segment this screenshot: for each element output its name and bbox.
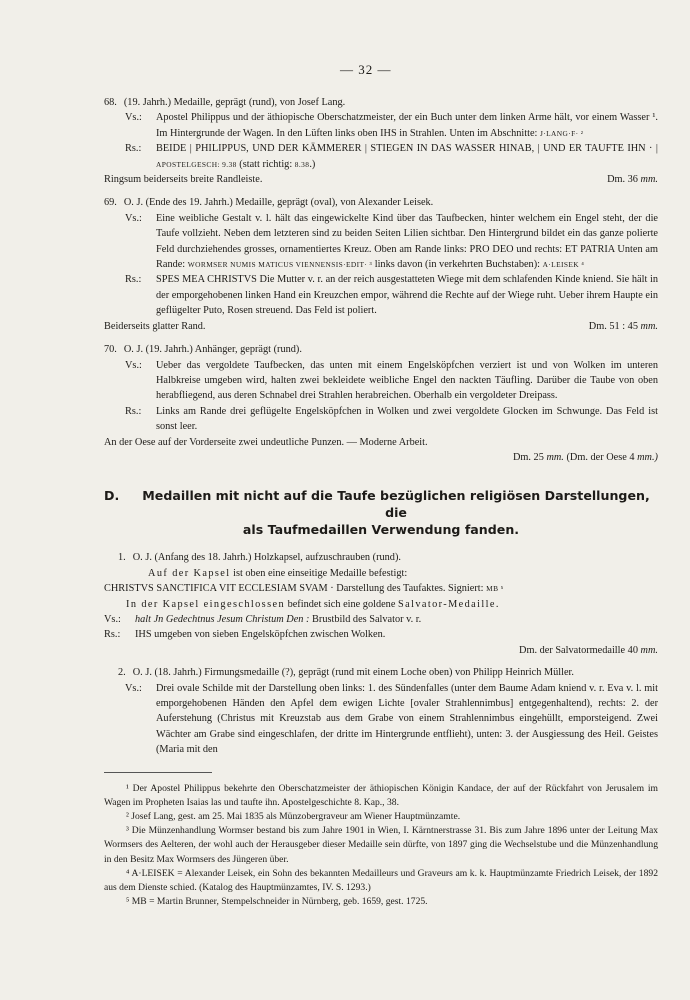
diameter: Dm. der Salvatormedaille 40 mm. xyxy=(519,644,658,656)
section-title-line-1: Medaillen mit nicht auf die Taufe bezüglichen religiösen Darstellungen, die xyxy=(142,488,650,521)
entry-title: (19. Jahrh.) Medaille, geprägt (rund), von Josef Lang. xyxy=(123,97,346,108)
footnote-4: ⁴ A·LEISEK = Alexander Leisek, ein Sohn des bekannten Medailleurs und Graveurs am k. k. Hauptmünzamte Friedrich Leisek, der 1892 aus dem Dienste schied. (Katalog des Hauptmünzamtes, IV. S. 1293.) xyxy=(104,867,658,894)
obverse-text: Ueber das vergoldete Taufbecken, das unten mit einem Engelsköpfchen verziert ist und von Wolken im unteren Halbkreise umgeben wird, halten zwei bekleidete weibliche Engel den nackten Täufling. Darüber die Taube von oben herabfliegend, aus deren Schnabel drei Strahlen herabreichen. Oberhalb ein vergoldeter Dreipass. xyxy=(156,359,658,402)
capsule-note: Auf der Kapsel ist oben eine einseitige Medaille befestigt: xyxy=(148,567,408,579)
reverse-label: Rs.: xyxy=(125,143,142,155)
entry-heading xyxy=(104,195,658,210)
footnote-5: ⁵ MB = Martin Brunner, Stempelschneider in Nürnberg, geb. 1659, gest. 1725. xyxy=(126,896,428,908)
footnotes xyxy=(104,782,658,910)
section-heading xyxy=(104,487,658,538)
obverse-text: Brustbild des Salvator v. r. xyxy=(312,613,422,625)
entry-number: 68. xyxy=(104,97,117,108)
reverse-description xyxy=(104,272,658,318)
obverse-description xyxy=(104,110,658,141)
entry-heading xyxy=(104,665,658,680)
inscription: WORMSER NUMIS MATICUS VIENNENSIS·EDIT· ³ xyxy=(187,260,373,270)
inscription: 8.38 xyxy=(294,159,310,169)
reverse-label: Rs.: xyxy=(125,405,142,417)
section-letter: D. xyxy=(104,488,120,504)
obverse-description xyxy=(104,612,658,627)
obverse-description xyxy=(104,211,658,273)
entry-number: 70. xyxy=(104,344,117,356)
obverse-description xyxy=(104,358,658,404)
reverse-text: SPES MEA CHRISTVS Die Mutter v. r. an der reich ausgestatteten Wiege mit dem schlafenden Kinde kniend. Sie hält in der emporgehobenen linken Hand ein Kreuzchen empor, während die Rechte auf der Wiege ruht. Ueber ihrem Haupte ein geflügelter Puto, Rosen streuend. Das Feld ist poliert. xyxy=(156,274,658,317)
reverse-description xyxy=(104,141,658,172)
entry-number: 2. xyxy=(118,667,126,679)
section-entry-1 xyxy=(104,550,658,658)
entry-heading xyxy=(104,550,658,565)
obverse-label: Vs.: xyxy=(125,359,142,371)
reverse-description xyxy=(104,627,658,642)
inscription: A·LEISEK ⁴ xyxy=(542,260,585,270)
obverse-label: Vs.: xyxy=(125,112,142,124)
footnote-3: ³ Die Münzenhandlung Wormser bestand bis zum Jahre 1901 in Wien, I. Kärntnerstrasse 31. Bis zum Jahre 1896 unter der Leitung Max Wormsers des Aelteren, der wohl auch der Herausgeber dieser Medaille sein dürfte, von 1897 ging die Wechselstube und die Münzenhandlung in den Besitz Max Wormsers des Jüngeren über. xyxy=(104,825,658,865)
obverse-label: Vs.: xyxy=(104,613,121,625)
footnote-2: ² Josef Lang, gest. am 25. Mai 1835 als Münzobergraveur am Wiener Hauptmünzamte. xyxy=(126,811,461,823)
entry-title: O. J. (Ende des 19. Jahrh.) Medaille, geprägt (oval), von Alexander Leisek. xyxy=(123,197,434,209)
rim-note: Beiderseits glatter Rand. xyxy=(104,320,206,332)
section-title-line-2: als Taufmedaillen Verwendung fanden. xyxy=(242,522,520,538)
obverse-inscription: halt Jn Gedechtnus Jesum Christum Den : xyxy=(135,613,310,625)
diameter: Dm. 51 : 45 mm. xyxy=(588,320,658,332)
reverse-label: Rs.: xyxy=(125,274,142,286)
obverse-note: links davon (in verkehrten Buchstaben): xyxy=(374,259,540,271)
obverse-text: Eine weibliche Gestalt v. l. hält das eingewickelte Kind über das Taufbecken, hinter welchem ein Engel steht, der die Taufe vollzieht. Neben dem letzteren sind zu beiden Seiten Lilien sichtbar. Den Hintergrund bildet ein das ganze polierte Feld durchziehendes grosses, ornamentiertes Kreuz. Oben am Rande links: PRO DEO und rechts: ET PATRIA Unten am Rande: xyxy=(156,212,658,271)
entry-title: O. J. (Anfang des 18. Jahrh.) Holzkapsel, aufzuschrauben (rund). xyxy=(132,552,401,564)
inscription: APOSTELGESCH: 9.38 xyxy=(156,159,237,169)
reverse-description xyxy=(104,404,658,435)
obverse-text: Apostel Philippus und der äthiopische Oberschatzmeister, der ein Buch unter dem linken Arme hält, vor einem Wasser ¹. Im Hintergrunde der Wagen. In den Lüften links oben IHS in Strahlen. Unten im Abschnitte: xyxy=(156,112,658,139)
reverse-note: (statt richtig: xyxy=(239,158,293,170)
reverse-text: Links am Rande drei geflügelte Engelsköpfchen in Wolken und zwei vergoldete Glocken im Schwunge. Das Feld ist sonst leer. xyxy=(156,405,658,433)
catalogue-entry-68 xyxy=(104,95,658,187)
capsule-inscription: CHRISTVS SANCTIFICA VIT ECCLESIAM SVAM · Darstellung des Taufaktes. Signiert: MB ⁵ xyxy=(104,583,504,595)
rim-note: An der Oese auf der Vorderseite zwei undeutliche Punzen. — Moderne Arbeit. xyxy=(104,436,428,448)
entry-heading xyxy=(104,342,658,357)
section-entry-2 xyxy=(104,665,658,757)
reverse-label: Rs.: xyxy=(104,629,121,641)
capsule-contents: In der Kapsel eingeschlossen befindet sich eine goldene Salvator-Medaille. xyxy=(126,598,500,610)
obverse-text: Drei ovale Schilde mit der Darstellung oben links: 1. des Sündenfalles (unter dem Baume Adam kniend v. r. Eva v. l. mit emporgehobenen Händen den Apfel dem ewigen Lichte [ovaler Strahlennimbus] entgegenhaltend), rechts: 2. der Auferstehung (Christus mit Kreuzstab aus dem Grabe von einem Strahlennimbus eingehüllt, emporsteigend. Zwei Wächter am Grabe sind eingeschlafen, der dritte im Hintergrunde entflieht), unten: 3. der Ausgiessung des Heil. Geistes (Maria mit den xyxy=(156,682,658,756)
page-number: — 32 — xyxy=(340,62,392,77)
reverse-text: BEIDE | PHILIPPUS, UND DER KÄMMERER | STIEGEN IN DAS WASSER HINAB, | UND ER TAUFTE IHN · | xyxy=(156,143,658,155)
footnote-divider xyxy=(104,772,212,773)
catalogue-body xyxy=(104,95,658,909)
rim-note: Ringsum beiderseits breite Randleiste. xyxy=(104,174,263,186)
entry-number: 69. xyxy=(104,197,117,209)
obverse-description xyxy=(104,681,658,758)
entry-number: 1. xyxy=(118,552,126,564)
obverse-label: Vs.: xyxy=(125,682,142,694)
reverse-text: IHS umgeben von sieben Engelsköpfchen zwischen Wolken. xyxy=(135,629,386,641)
inscription: J·LANG·F· ² xyxy=(540,128,584,138)
entry-title: O. J. (19. Jahrh.) Anhänger, geprägt (rund). xyxy=(123,344,302,356)
catalogue-entry-70 xyxy=(104,342,658,465)
catalogue-entry-69 xyxy=(104,195,658,334)
entry-title: O. J. (18. Jahrh.) Firmungsmedaille (?), geprägt (rund mit einem Loche oben) von Philipp Heinrich Müller. xyxy=(132,667,574,679)
diameter: Dm. 36 mm. xyxy=(607,174,658,186)
reverse-end: .) xyxy=(309,158,316,170)
entry-footer xyxy=(104,319,658,334)
entry-footer xyxy=(104,172,658,187)
diameter: Dm. 25 mm. (Dm. der Oese 4 mm.) xyxy=(512,451,658,463)
obverse-label: Vs.: xyxy=(125,212,142,224)
footnote-1: ¹ Der Apostel Philippus bekehrte den Oberschatzmeister der äthiopischen Königin Kandace, der auf der Rückfahrt von Jerusalem im Wagen im Propheten Isaias las und taufte ihn. Apostelgeschichte 8. Kap., 38. xyxy=(104,782,658,808)
entry-heading xyxy=(104,95,658,110)
